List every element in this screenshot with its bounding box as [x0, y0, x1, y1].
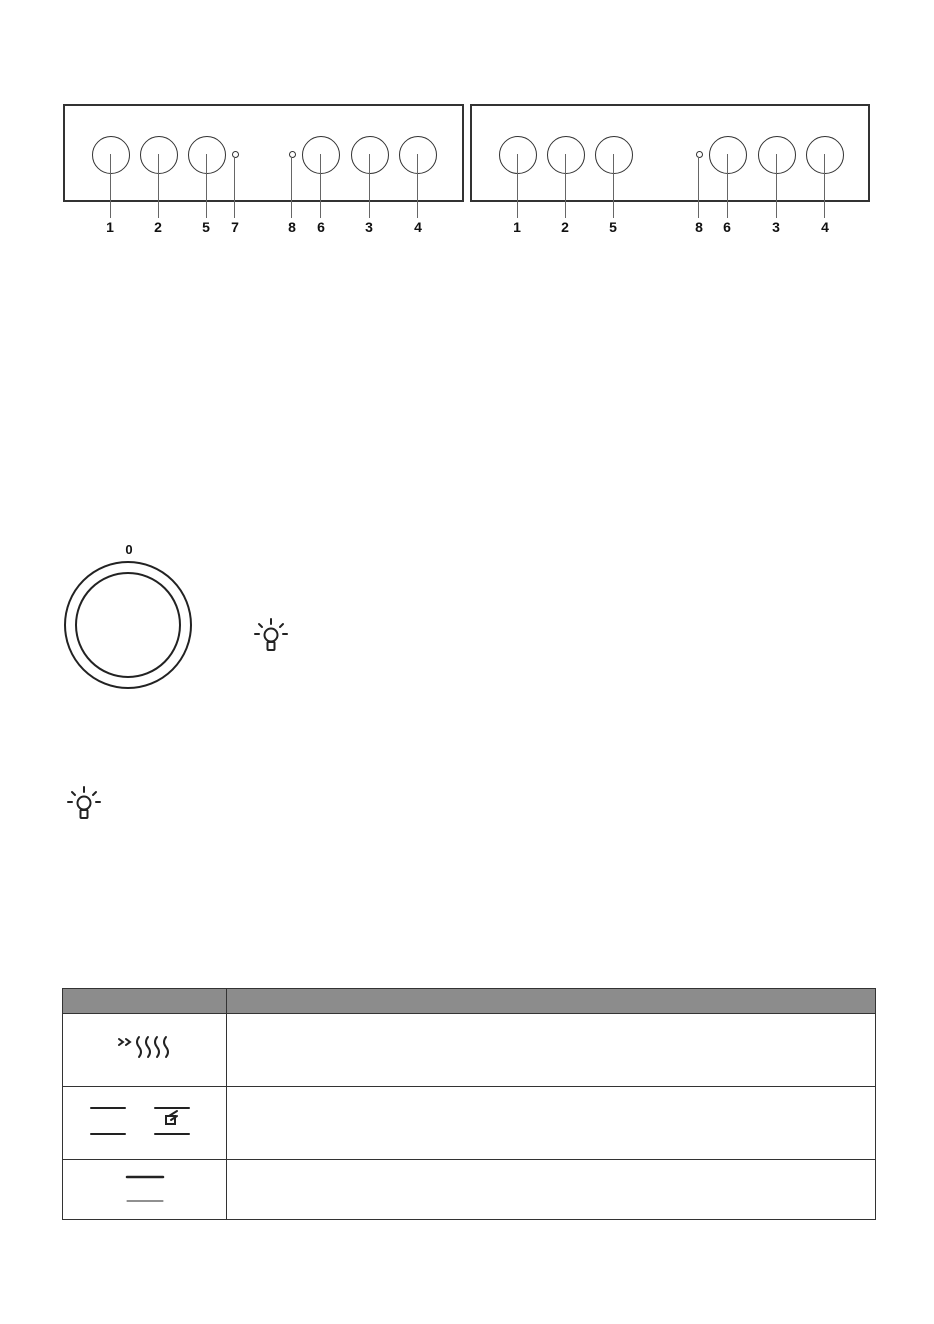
control-panel-right [470, 104, 870, 202]
knob-1[interactable] [499, 136, 537, 174]
leader-line [565, 154, 566, 218]
callout-label: 2 [561, 219, 569, 235]
table-cell-symbol [63, 1160, 227, 1220]
function-symbol-table [62, 988, 876, 1220]
callout-label: 3 [365, 219, 373, 235]
callout-label: 6 [317, 219, 325, 235]
callout-label: 8 [695, 219, 703, 235]
leader-line [320, 154, 321, 218]
light-bulb-icon [253, 617, 289, 657]
light-bulb-icon [66, 785, 102, 825]
knob-3[interactable] [758, 136, 796, 174]
knob-5[interactable] [188, 136, 226, 174]
leader-line [291, 157, 292, 218]
leader-line [613, 154, 614, 218]
knob-1[interactable] [92, 136, 130, 174]
callout-label: 4 [414, 219, 422, 235]
leader-line [369, 154, 370, 218]
leader-line [158, 154, 159, 218]
leader-line [206, 154, 207, 218]
callout-label: 8 [288, 219, 296, 235]
leader-line [727, 154, 728, 218]
knob-6[interactable] [302, 136, 340, 174]
callout-label: 5 [609, 219, 617, 235]
table-row [63, 1160, 876, 1220]
table-cell-description [227, 1087, 876, 1160]
callout-label: 5 [202, 219, 210, 235]
knob-4[interactable] [806, 136, 844, 174]
leader-line [417, 154, 418, 218]
knob-zero-label: 0 [125, 542, 133, 557]
control-panel-left [63, 104, 464, 202]
leader-line [824, 154, 825, 218]
table-header-row [63, 989, 876, 1014]
knob-6[interactable] [709, 136, 747, 174]
knob-5[interactable] [595, 136, 633, 174]
table-cell-symbol [63, 1014, 227, 1087]
leader-line [234, 157, 235, 218]
leader-line [776, 154, 777, 218]
leader-line [698, 157, 699, 218]
knob-2[interactable] [140, 136, 178, 174]
callout-label: 7 [231, 219, 239, 235]
callout-label: 4 [821, 219, 829, 235]
callout-label: 1 [513, 219, 521, 235]
control-knob-inner [75, 572, 181, 678]
bottom-heat-icon [120, 1167, 170, 1207]
callout-label: 2 [154, 219, 162, 235]
table-header-cell [227, 989, 876, 1014]
callout-label: 3 [772, 219, 780, 235]
callout-label: 1 [106, 219, 114, 235]
table-header-cell [63, 989, 227, 1014]
top-bottom-heat-icon [85, 1101, 205, 1141]
leader-line [110, 154, 111, 218]
leader-line [517, 154, 518, 218]
knob-4[interactable] [399, 136, 437, 174]
table-row [63, 1087, 876, 1160]
knob-2[interactable] [547, 136, 585, 174]
knob-3[interactable] [351, 136, 389, 174]
table-cell-symbol [63, 1087, 227, 1160]
control-knob-dial[interactable] [64, 561, 192, 689]
callout-label: 6 [723, 219, 731, 235]
table-cell-description [227, 1160, 876, 1220]
fast-heat-icon [115, 1031, 175, 1065]
table-row [63, 1014, 876, 1087]
table-cell-description [227, 1014, 876, 1087]
